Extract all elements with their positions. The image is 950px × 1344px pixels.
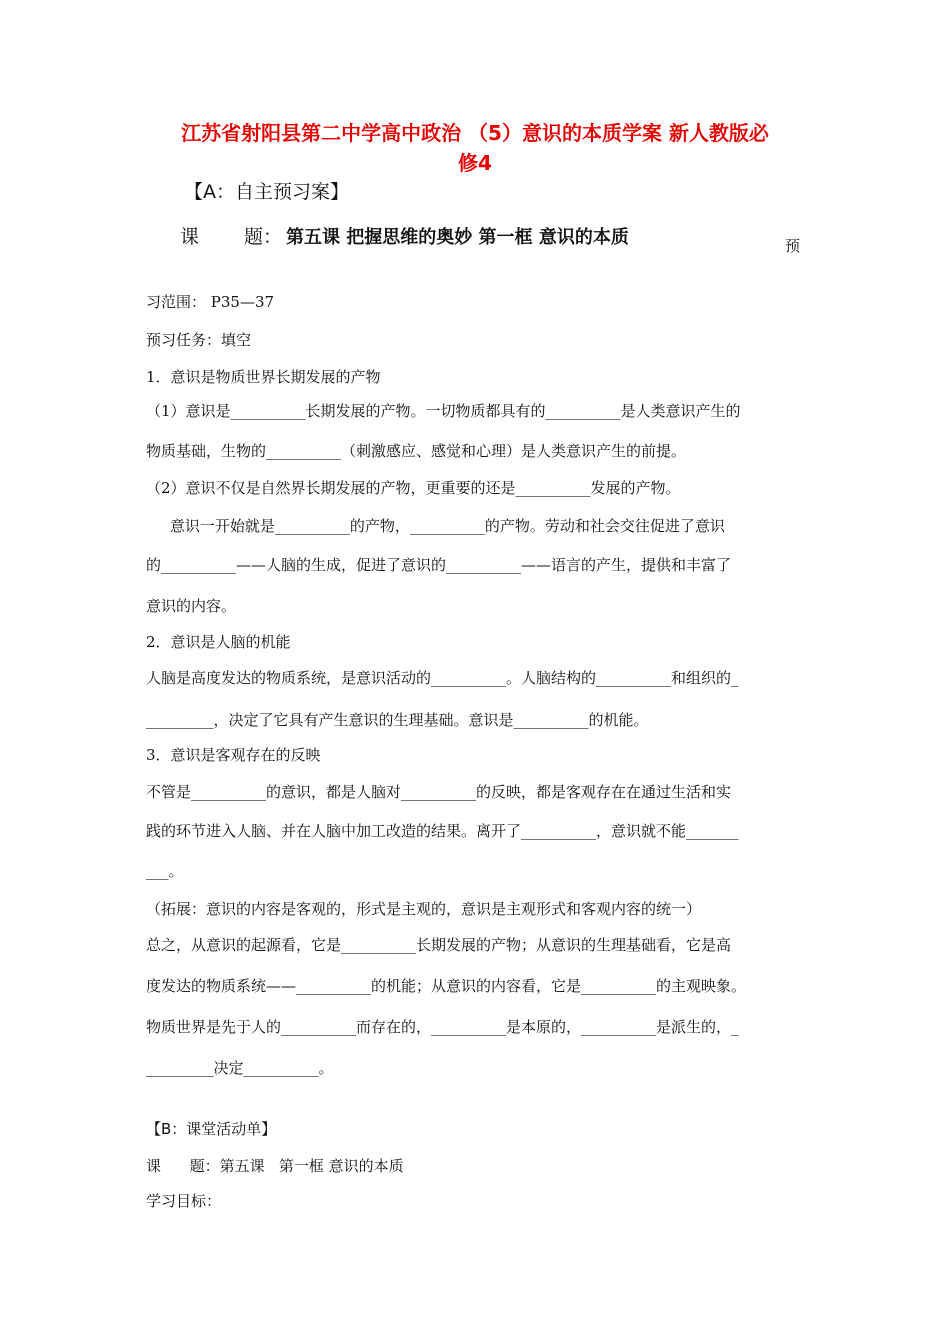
- title-line-2: 修4: [458, 151, 492, 175]
- topic-label-2: 题：: [244, 226, 283, 248]
- text-line: 意识一开始就是__________的产物，__________的产物。劳动和社会交往促进了意识: [146, 517, 725, 535]
- text-line: （1）意识是__________长期发展的产物。一切物质都具有的__________是人类意识产生的: [146, 402, 741, 420]
- title-line-1: 江苏省射阳县第二中学高中政治 （5）意识的本质学案 新人教版必: [181, 121, 769, 145]
- b-goal-line: 学习目标：: [146, 1192, 222, 1210]
- text-line: _________决定__________。: [146, 1059, 334, 1077]
- topic-label-1: 课: [180, 226, 200, 248]
- b-topic-line: 课 题：第五课 第一框 意识的本质: [146, 1157, 404, 1175]
- text-line: 2．意识是人脑的机能: [146, 633, 291, 651]
- text-line: （拓展：意识的内容是客观的，形式是主观的，意识是主观形式和客观内容的统一）: [146, 900, 702, 918]
- section-b-heading: 【B：课堂活动单】: [146, 1120, 277, 1138]
- text-line: 践的环节进入人脑、并在人脑中加工改造的结果。离开了__________，意识就不能_______: [146, 822, 739, 840]
- text-line: 物质基础，生物的__________（刺激感应、感觉和心理）是人类意识产生的前提。: [146, 442, 687, 460]
- text-line: 1．意识是物质世界长期发展的产物: [146, 368, 381, 386]
- text-line: 的__________——人脑的生成，促进了意识的__________——语言的产生，提供和丰富了: [146, 556, 732, 574]
- text-line: 预习任务：填空: [146, 331, 252, 349]
- text-line: 习范围： P35—37: [146, 293, 275, 311]
- text-line: （2）意识不仅是自然界长期发展的产物，更重要的还是__________发展的产物。: [146, 479, 681, 497]
- topic-text: 第五课 把握思维的奥妙 第一框 意识的本质: [286, 227, 629, 248]
- document-title: [140, 118, 810, 178]
- text-line: 不管是__________的意识，都是人脑对__________的反映，都是客观存在在通过生活和实: [146, 783, 732, 801]
- text-line: ___。: [146, 862, 184, 880]
- text-line: 3．意识是客观存在的反映: [146, 746, 321, 764]
- text-line: 人脑是高度发达的物质系统，是意识活动的__________。人脑结构的__________和组织的_: [146, 669, 739, 687]
- text-line: _________，决定了它具有产生意识的生理基础。意识是__________的机能。: [146, 711, 649, 729]
- text-line: 总之，从意识的起源看，它是__________长期发展的产物；从意识的生理基础看，它是高: [146, 936, 732, 954]
- yu-char: 预: [785, 237, 801, 255]
- text-line: 物质世界是先于人的__________而存在的，__________是本原的，__________是派生的，_: [146, 1018, 739, 1036]
- text-line: 度发达的物质系统——__________的机能；从意识的内容看，它是__________的主观映象。: [146, 977, 747, 995]
- topic-row: [180, 222, 629, 253]
- section-a-heading: 【A：自主预习案】: [184, 181, 349, 203]
- text-line: 意识的内容。: [146, 597, 237, 615]
